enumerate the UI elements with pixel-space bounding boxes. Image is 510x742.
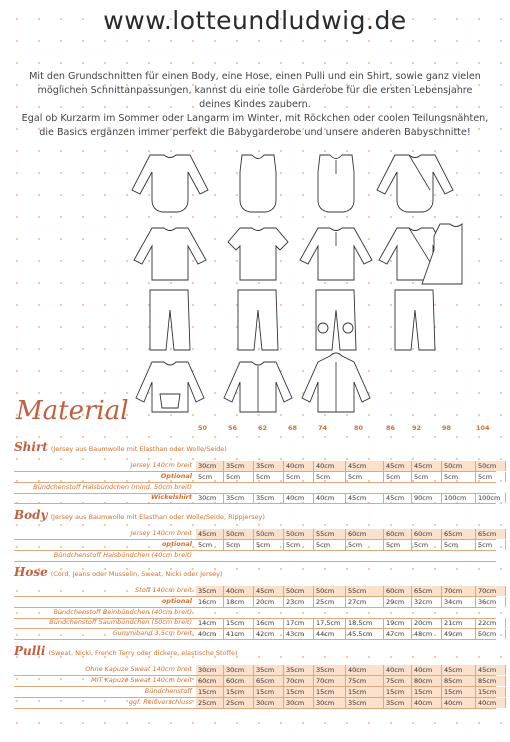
table-cell: 45cm xyxy=(384,461,412,471)
table-cell: 5cm xyxy=(314,540,346,550)
table-cell: 16cm xyxy=(254,618,284,628)
body-wrap-illustration xyxy=(377,155,453,212)
table-cell: 20cm xyxy=(412,618,442,628)
table-cell: 55cm xyxy=(314,529,346,539)
section-title: Pulli xyxy=(14,644,46,658)
size-label: 50 xyxy=(198,424,208,432)
table-cell: 25cm xyxy=(196,698,224,708)
table-cell: 27cm xyxy=(346,597,384,607)
size-label: 86 xyxy=(386,424,396,432)
table-cell: 35cm xyxy=(224,493,254,503)
section-title: Body xyxy=(14,508,48,522)
table-cell: 35cm xyxy=(224,461,254,471)
table-cell: 5cm xyxy=(476,472,506,482)
table-cell: 65cm xyxy=(412,586,442,596)
shirt-longsleeve-illustration xyxy=(134,228,206,280)
table-cell: 34cm xyxy=(442,597,476,607)
table-cell: 55cm xyxy=(346,586,384,596)
body-sleeveless-illustration xyxy=(240,155,276,212)
table-cell: 40cm xyxy=(442,698,476,708)
table-cell: 5cm xyxy=(284,472,314,482)
table-cell: 45,5cm xyxy=(346,629,384,639)
section-title: Hose xyxy=(14,565,48,579)
section-note: (Jersey aus Baumwolle mit Elasthan oder Wolle/Seide) xyxy=(50,445,227,453)
table-cell: 25cm xyxy=(224,698,254,708)
table-cell: 40cm xyxy=(412,698,442,708)
table-cell: 90cm xyxy=(412,493,442,503)
table-cell: 15cm xyxy=(284,687,314,697)
table-cell: 48cm xyxy=(412,629,442,639)
body-henley-illustration xyxy=(318,155,354,212)
table-cell: 60cm xyxy=(196,676,224,686)
table-cell: 50cm xyxy=(476,461,506,471)
table-cell: 45cm xyxy=(384,493,412,503)
table-cell: 5cm xyxy=(442,540,476,550)
table-cell: 35cm xyxy=(384,698,412,708)
table-cell: 40cm xyxy=(412,665,442,675)
table-cell: 70cm xyxy=(284,676,314,686)
table-cell: 5cm xyxy=(384,472,412,482)
pants-cuffed-2-illustration xyxy=(238,290,278,350)
table-cell: 18,5cm xyxy=(346,618,384,628)
table-cell: 50cm xyxy=(314,586,346,596)
table-cell: 42cm xyxy=(254,629,284,639)
table-cell: 40cm xyxy=(476,698,506,708)
row-divider xyxy=(14,708,496,709)
table-cell: 60cm xyxy=(384,529,412,539)
table-cell: 35cm xyxy=(254,665,284,675)
table-cell: 15cm xyxy=(314,687,346,697)
table-cell: 100cm xyxy=(442,493,476,503)
body-longsleeve-illustration xyxy=(132,155,208,212)
table-cell: 18cm xyxy=(224,597,254,607)
table-cell: 100cm xyxy=(476,493,506,503)
table-cell: 36cm xyxy=(476,597,506,607)
table-cell: 60cm xyxy=(412,529,442,539)
table-cell: 60cm xyxy=(384,586,412,596)
table-cell: 44cm xyxy=(314,629,346,639)
table-cell: 5cm xyxy=(412,540,442,550)
table-cell: 5cm xyxy=(196,540,224,550)
row-label: optional xyxy=(161,540,192,548)
table-cell: 50cm xyxy=(284,529,314,539)
size-label: 80 xyxy=(354,424,364,432)
shirt-shortsleeve-illustration xyxy=(228,228,288,280)
table-cell: 70cm xyxy=(442,586,476,596)
table-cell: 5cm xyxy=(254,540,284,550)
row-divider xyxy=(14,561,496,562)
table-cell: 15cm xyxy=(442,687,476,697)
table-cell: 29cm xyxy=(384,597,412,607)
table-cell: 15cm xyxy=(224,618,254,628)
table-cell: 60cm xyxy=(346,529,384,539)
row-label: Jersey 140cm breit xyxy=(130,529,192,537)
row-label: ggf. Reißverschluss xyxy=(128,698,192,706)
row-label: Bündchenstoff xyxy=(144,687,192,695)
table-cell: 35cm xyxy=(254,461,284,471)
table-cell: 40cm xyxy=(196,629,224,639)
table-cell: 16cm xyxy=(196,597,224,607)
pulli-kangaroo-illustration xyxy=(136,362,204,412)
table-cell: 30cm xyxy=(196,665,224,675)
table-cell: 43cm xyxy=(284,629,314,639)
table-cell: 25cm xyxy=(314,597,346,607)
table-cell: 5cm xyxy=(196,472,224,482)
section-title: Shirt xyxy=(14,440,48,454)
intro-line: deines Kindes zaubern. xyxy=(199,99,311,110)
table-cell: 15cm xyxy=(196,687,224,697)
size-label: 98 xyxy=(442,424,452,432)
table-cell: 35cm xyxy=(314,665,346,675)
table-cell: 30cm xyxy=(314,698,346,708)
hoodie-zip-illustration xyxy=(302,353,370,412)
table-cell: 85cm xyxy=(476,676,506,686)
table-cell: 70cm xyxy=(314,676,346,686)
table-cell: 15cm xyxy=(476,687,506,697)
row-label: Ohne Kapuze Sweat 140cm breit xyxy=(85,665,192,673)
row-label: Optional xyxy=(160,472,192,480)
row-divider xyxy=(14,503,496,504)
size-label: 74 xyxy=(318,424,328,432)
table-cell: 80cm xyxy=(412,676,442,686)
table-cell: 30cm xyxy=(196,493,224,503)
table-cell: 41cm xyxy=(224,629,254,639)
table-cell: 65cm xyxy=(442,529,476,539)
row-label: Bündchenstoff Beinbündchen (40cm breit) xyxy=(53,608,192,616)
shirt-henley-illustration xyxy=(300,228,372,280)
table-cell: 35cm xyxy=(196,586,224,596)
table-cell: 5cm xyxy=(412,472,442,482)
pants-cuffed-illustration xyxy=(150,290,190,350)
table-cell: 30cm xyxy=(196,461,224,471)
table-cell: 50cm xyxy=(254,529,284,539)
table-cell: 50cm xyxy=(476,629,506,639)
table-cell: 35cm xyxy=(284,665,314,675)
table-cell: 5cm xyxy=(476,540,506,550)
table-cell: 40cm xyxy=(224,586,254,596)
table-cell: 45cm xyxy=(254,586,284,596)
row-divider xyxy=(14,639,496,640)
table-cell: 85cm xyxy=(442,676,476,686)
size-label: 56 xyxy=(228,424,238,432)
table-cell: 22cm xyxy=(476,618,506,628)
table-cell: 23cm xyxy=(284,597,314,607)
table-cell: 60cm xyxy=(224,676,254,686)
table-cell: 15cm xyxy=(412,687,442,697)
table-cell: 50cm xyxy=(284,586,314,596)
table-cell: 40cm xyxy=(284,461,314,471)
table-cell: 45cm xyxy=(412,461,442,471)
row-label: Bündchenstoff Saumbündchen (50cm breit) xyxy=(49,618,192,626)
intro-line: Mit den Grundschnitten für einen Body, eine Hose, einen Pulli und ein Shirt, sowie ganz vielen xyxy=(29,71,481,82)
table-cell: 35cm xyxy=(346,698,384,708)
table-cell: 40cm xyxy=(346,665,384,675)
garment-illustrations xyxy=(130,150,470,415)
table-cell: 50cm xyxy=(224,529,254,539)
row-label: Bündchenstoff Halsbündchen (mind. 50cm breit) xyxy=(33,483,192,491)
size-label: 92 xyxy=(412,424,422,432)
row-label: Wickelshirt xyxy=(150,493,192,501)
section-header-body xyxy=(14,508,265,522)
table-cell: 17,5cm xyxy=(314,618,346,628)
site-url[interactable]: www.lotteundludwig.de xyxy=(103,6,407,35)
table-cell: 5cm xyxy=(284,540,314,550)
table-cell: 19cm xyxy=(384,618,412,628)
row-label: Stoff 140cm breit xyxy=(135,586,192,594)
table-cell: 5cm xyxy=(346,472,384,482)
row-label: Bündchenstoff Halsbündchen (40cm breit) xyxy=(53,551,192,559)
table-cell: 40cm xyxy=(314,461,346,471)
table-cell: 30cm xyxy=(284,698,314,708)
row-label: Jersey 140cm breit xyxy=(130,461,192,469)
table-cell: 45cm xyxy=(346,493,384,503)
section-note: (Cord, Jeans oder Musselin, Sweat, Nicki oder Jersey) xyxy=(50,570,223,578)
table-cell: 40cm xyxy=(314,493,346,503)
table-cell: 35cm xyxy=(254,493,284,503)
table-cell: 15cm xyxy=(224,687,254,697)
table-cell: 5cm xyxy=(224,540,254,550)
table-cell: 45cm xyxy=(346,461,384,471)
section-note: (Jersey aus Baumwolle mit Elasthan oder Wolle/Seide, Rippjersey) xyxy=(50,513,265,521)
intro-line: Egal ob Kurzarm im Sommer oder Langarm im Winter, mit Röckchen oder coolen Teilungsnähten, xyxy=(21,113,489,124)
table-cell: 45cm xyxy=(442,665,476,675)
material-title: Material xyxy=(16,396,129,426)
table-cell: 21cm xyxy=(442,618,476,628)
table-cell: 14cm xyxy=(196,618,224,628)
table-cell: 32cm xyxy=(412,597,442,607)
table-cell: 5cm xyxy=(254,472,284,482)
pants-pocket-illustration xyxy=(395,290,435,350)
table-cell: 15cm xyxy=(346,687,384,697)
table-cell: 40cm xyxy=(384,665,412,675)
section-header-hose xyxy=(14,565,222,579)
table-cell: 65cm xyxy=(476,529,506,539)
table-cell: 30cm xyxy=(224,665,254,675)
table-cell: 5cm xyxy=(442,472,476,482)
row-label: optional xyxy=(161,597,192,605)
table-cell: 17cm xyxy=(284,618,314,628)
table-cell: 75cm xyxy=(384,676,412,686)
table-cell: 20cm xyxy=(254,597,284,607)
table-cell: 70cm xyxy=(476,586,506,596)
table-cell: 15cm xyxy=(254,687,284,697)
table-cell: 5cm xyxy=(346,540,384,550)
section-header-shirt xyxy=(14,440,227,454)
intro-text xyxy=(20,70,490,140)
pants-knee-patch-illustration xyxy=(316,290,356,350)
table-cell: 5cm xyxy=(224,472,254,482)
table-cell: 50cm xyxy=(442,461,476,471)
table-cell: 65cm xyxy=(254,676,284,686)
size-label: 104 xyxy=(476,424,490,432)
intro-line: möglichen Schnittanpassungen, kannst du eine tolle Garderobe für die ersten Lebensjahre xyxy=(37,85,473,96)
row-label: Gummiband 3,5cm breit xyxy=(112,629,192,637)
table-cell: 47cm xyxy=(384,629,412,639)
size-label: 68 xyxy=(288,424,298,432)
table-cell: 40cm xyxy=(284,493,314,503)
table-cell: 5cm xyxy=(384,540,412,550)
intro-line: die Basics ergänzen immer perfekt die Babygarderobe und unsere anderen Babyschnitte! xyxy=(39,127,471,138)
cardigan-illustration xyxy=(224,362,292,412)
table-cell: 45cm xyxy=(196,529,224,539)
table-cell: 45cm xyxy=(476,665,506,675)
table-cell: 15cm xyxy=(384,687,412,697)
table-cell: 5cm xyxy=(314,472,346,482)
table-cell: 30cm xyxy=(254,698,284,708)
section-header-pulli xyxy=(14,644,238,658)
row-label: MIT Kapuze Sweat 140cm breit xyxy=(91,676,192,684)
section-note: (Sweat, Nicki, French Terry oder dickere, elastische Stoffe) xyxy=(48,649,238,657)
table-cell: 49cm xyxy=(442,629,476,639)
size-label: 62 xyxy=(258,424,268,432)
table-cell: 75cm xyxy=(346,676,384,686)
